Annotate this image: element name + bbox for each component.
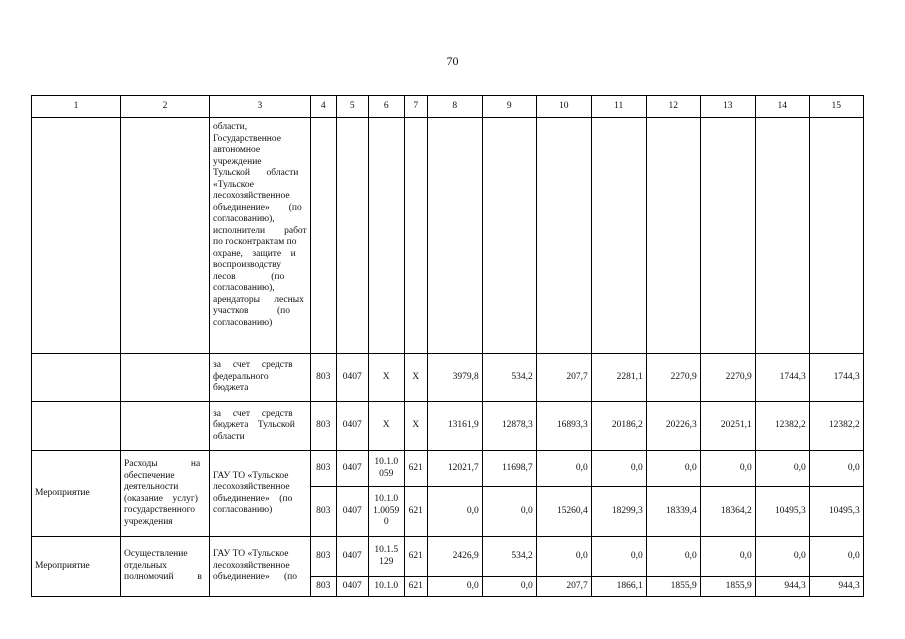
header-cell: 14 <box>755 96 809 118</box>
grbs-cell: 803 <box>310 577 336 597</box>
value-cell: 0,0 <box>591 537 646 577</box>
rz-cell: 0407 <box>336 402 368 451</box>
grbs-cell: 803 <box>310 451 336 487</box>
header-cell: 8 <box>427 96 482 118</box>
grbs-cell: 803 <box>310 487 336 537</box>
event-type-cell: Мероприятие <box>32 537 121 597</box>
text-line: Государственное <box>213 133 281 144</box>
text-line: арендаторы лесных <box>213 294 304 305</box>
empty-cell <box>755 118 809 354</box>
budget-table <box>31 95 864 597</box>
text-line: деятельности <box>124 482 179 492</box>
header-cell: 12 <box>646 96 700 118</box>
value-cell: 20226,3 <box>646 402 700 451</box>
text-line: объединение» (по <box>213 493 293 504</box>
text-line: согласованию) <box>213 505 273 515</box>
header-cell: 1 <box>32 96 121 118</box>
federal-budget-row <box>32 354 864 402</box>
header-cell: 4 <box>310 96 336 118</box>
grbs-cell: 803 <box>310 354 336 402</box>
text-line: учреждения <box>124 516 173 527</box>
value-cell: 0,0 <box>700 537 755 577</box>
value-cell: 0,0 <box>646 537 700 577</box>
value-cell: 18364,2 <box>700 487 755 537</box>
text-line: бюджета <box>213 383 249 394</box>
text-line: лесохозяйственное <box>213 560 290 571</box>
empty-cell <box>427 118 482 354</box>
value-cell: 1855,9 <box>646 577 700 597</box>
header-cell: 13 <box>700 96 755 118</box>
event1-row-a <box>32 451 864 487</box>
text-line: государственного <box>124 505 196 515</box>
value-cell: 13161,9 <box>427 402 482 451</box>
empty-cell <box>310 118 336 354</box>
text-line: лесохозяйственное <box>213 191 290 201</box>
text-line: 129 <box>379 556 394 567</box>
text-line: за счет средств <box>213 360 293 371</box>
value-cell: 944,3 <box>809 577 863 597</box>
header-row <box>32 96 864 118</box>
empty-cell <box>336 118 368 354</box>
executors-cell <box>210 118 311 354</box>
page-number: 70 <box>446 54 459 68</box>
grbs-cell: 803 <box>310 402 336 451</box>
value-cell: 0,0 <box>482 487 536 537</box>
text-line: федерального <box>213 371 269 382</box>
text-line: ГАУ ТО «Тульское <box>213 549 289 560</box>
rz-cell: 0407 <box>336 354 368 402</box>
value-cell: 18339,4 <box>646 487 700 537</box>
text-line: автономное <box>213 145 261 155</box>
header-cell: 10 <box>536 96 591 118</box>
header-cell: 2 <box>121 96 210 118</box>
header-cell: 6 <box>368 96 404 118</box>
text-line: согласованию), <box>213 214 275 224</box>
empty-cell <box>591 118 646 354</box>
vr-cell: 621 <box>404 537 427 577</box>
empty-cell <box>368 118 404 354</box>
value-cell: 0,0 <box>536 537 591 577</box>
value-cell: 1855,9 <box>700 577 755 597</box>
text-line: воспроизводству <box>213 260 282 270</box>
value-cell: 0,0 <box>646 451 700 487</box>
csr-cell <box>368 487 404 537</box>
value-cell: 20186,2 <box>591 402 646 451</box>
value-cell: 1866,1 <box>591 577 646 597</box>
value-cell: 0,0 <box>700 451 755 487</box>
continuation-row <box>32 118 864 354</box>
value-cell: 0,0 <box>755 451 809 487</box>
empty-cell <box>121 118 210 354</box>
value-cell: 0,0 <box>809 451 863 487</box>
text-line: Тульской области <box>213 168 299 178</box>
empty-cell <box>482 118 536 354</box>
vr-cell: X <box>404 354 427 402</box>
event-name-cell <box>121 451 210 537</box>
text-line: 10.1.0 <box>374 494 399 505</box>
rz-cell: 0407 <box>336 537 368 577</box>
vr-cell: 621 <box>404 577 427 597</box>
header-cell: 3 <box>210 96 311 118</box>
value-cell: 12021,7 <box>427 451 482 487</box>
value-cell: 944,3 <box>755 577 809 597</box>
empty-cell <box>32 118 121 354</box>
text-line: Осуществление <box>124 549 188 560</box>
text-line: объединение» (по <box>213 202 302 213</box>
value-cell: 3979,8 <box>427 354 482 402</box>
header-cell: 9 <box>482 96 536 118</box>
text-line: 10.1.0 <box>374 457 399 467</box>
empty-cell <box>809 118 863 354</box>
text-line: отдельных <box>124 560 167 571</box>
value-cell: 12382,2 <box>809 402 863 451</box>
text-line: лесов (по <box>213 271 285 282</box>
empty-cell <box>32 354 121 402</box>
empty-cell <box>646 118 700 354</box>
csr-cell <box>368 537 404 577</box>
csr-cell <box>368 577 404 597</box>
value-cell: 16893,3 <box>536 402 591 451</box>
value-cell: 534,2 <box>482 354 536 402</box>
value-cell: 0,0 <box>427 487 482 537</box>
value-cell: 12382,2 <box>755 402 809 451</box>
value-cell: 0,0 <box>427 577 482 597</box>
empty-cell <box>536 118 591 354</box>
text-line: 059 <box>379 468 394 479</box>
vr-cell: X <box>404 402 427 451</box>
value-cell: 10495,3 <box>755 487 809 537</box>
header-cell: 15 <box>809 96 863 118</box>
executor-cell <box>210 451 311 537</box>
text-line: 1.0059 <box>373 505 400 516</box>
vr-cell: 621 <box>404 451 427 487</box>
empty-cell <box>121 402 210 451</box>
text-line: обеспечение <box>124 470 175 481</box>
text-line: участков (по <box>213 306 290 316</box>
value-cell: 207,7 <box>536 354 591 402</box>
empty-cell <box>32 402 121 451</box>
executor-cell <box>210 537 311 597</box>
text-line: лесохозяйственное <box>213 482 290 492</box>
value-cell: 2281,1 <box>591 354 646 402</box>
grbs-cell: 803 <box>310 537 336 577</box>
text-line: (оказание услуг) <box>124 493 198 504</box>
text-line: объединение» (по <box>213 572 297 583</box>
text-line: Расходы на <box>124 459 201 469</box>
csr-cell: X <box>368 354 404 402</box>
value-cell: 534,2 <box>482 537 536 577</box>
value-cell: 2270,9 <box>646 354 700 402</box>
header-cell: 7 <box>404 96 427 118</box>
value-cell: 0,0 <box>591 451 646 487</box>
rz-cell: 0407 <box>336 487 368 537</box>
text-line: учреждение <box>213 156 262 167</box>
vr-cell: 621 <box>404 487 427 537</box>
text-line: по госконтрактам по <box>213 237 297 247</box>
empty-cell <box>121 354 210 402</box>
funding-source-cell <box>210 402 311 451</box>
regional-budget-row <box>32 402 864 451</box>
text-line: охране, защите и <box>213 248 296 259</box>
text-line: области <box>213 431 245 442</box>
event-type-cell: Мероприятие <box>32 451 121 537</box>
value-cell: 11698,7 <box>482 451 536 487</box>
value-cell: 10495,3 <box>809 487 863 537</box>
value-cell: 18299,3 <box>591 487 646 537</box>
value-cell: 15260,4 <box>536 487 591 537</box>
header-cell: 5 <box>336 96 368 118</box>
text-line: ГАУ ТО «Тульское <box>213 470 289 481</box>
text-line: согласованию) <box>213 317 273 328</box>
text-line: исполнители работ <box>213 225 307 236</box>
csr-cell: X <box>368 402 404 451</box>
funding-source-cell <box>210 354 311 402</box>
value-cell: 1744,3 <box>755 354 809 402</box>
header-cell: 11 <box>591 96 646 118</box>
empty-cell <box>700 118 755 354</box>
event-name-cell <box>121 537 210 597</box>
csr-cell <box>368 451 404 487</box>
empty-cell <box>404 118 427 354</box>
text-line: полномочий в <box>124 572 202 583</box>
text-line: «Тульское <box>213 179 254 190</box>
value-cell: 0,0 <box>755 537 809 577</box>
text-line: согласованию), <box>213 283 275 293</box>
text-line: 10.1.5 <box>374 545 399 555</box>
value-cell: 1744,3 <box>809 354 863 402</box>
text-line: бюджета Тульской <box>213 420 295 431</box>
value-cell: 0,0 <box>809 537 863 577</box>
text-line: 0 <box>383 517 389 528</box>
value-cell: 0,0 <box>482 577 536 597</box>
value-cell: 0,0 <box>536 451 591 487</box>
value-cell: 2270,9 <box>700 354 755 402</box>
rz-cell: 0407 <box>336 451 368 487</box>
value-cell: 207,7 <box>536 577 591 597</box>
value-cell: 2426,9 <box>427 537 482 577</box>
text-line: за счет средств <box>213 408 293 419</box>
event2-row-a <box>32 537 864 577</box>
value-cell: 12878,3 <box>482 402 536 451</box>
rz-cell: 0407 <box>336 577 368 597</box>
text-line: области, <box>213 122 248 132</box>
value-cell: 20251,1 <box>700 402 755 451</box>
text-line: 10.1.0 <box>374 580 399 591</box>
